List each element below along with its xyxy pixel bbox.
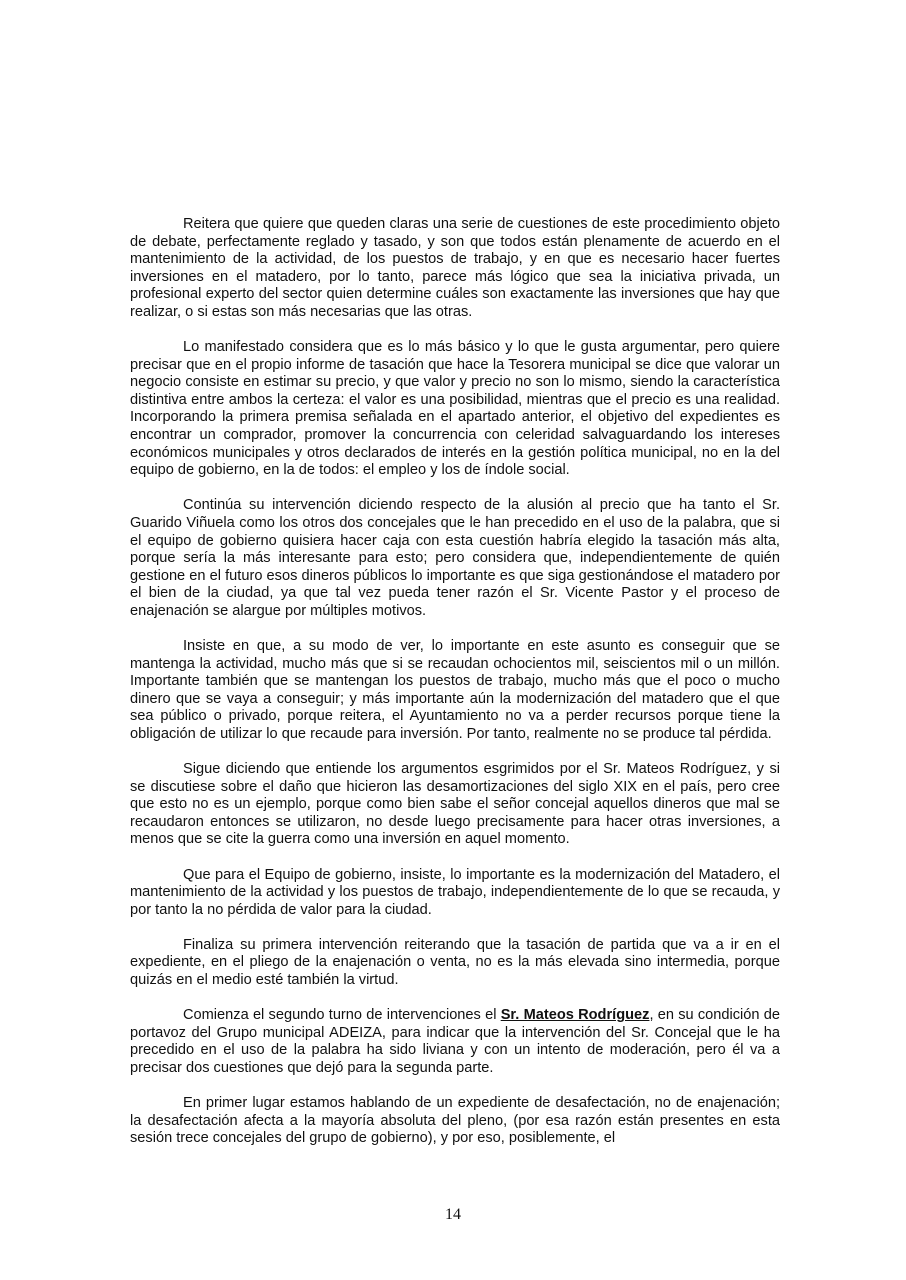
paragraph: Lo manifestado considera que es lo más básico y lo que le gusta argumentar, pero quiere precisar que en el propio informe de tasación que hace la Tesorera municipal se dice que valorar un negocio consiste en estimar su precio, y que valor y precio no son lo mismo, siendo la característica distintiva entre ambos la certeza: el valor es una posibilidad, mientras que el precio es una realidad. Incorporando la primera premisa señalada en el apartado anterior, el objetivo del expedientes es encontrar un comprador, promover la concurrencia con celeridad salvaguardando los intereses económicos municipales y otros declarados de interés en la gestión política municipal, no en la del equipo de gobierno, en la de todos: el empleo y los de índole social. [130,339,780,479]
speaker-name: Sr. Mateos Rodríguez [500,1007,650,1024]
paragraph: Sigue diciendo que entiende los argumentos esgrimidos por el Sr. Mateos Rodríguez, y si se discutiese sobre el daño que hicieron las desamortizaciones del siglo XIX en el país, pero cree que esto no es un ejemplo, porque como bien sabe el señor concejal aquellos dineros que mal se recaudaron entonces se utilizaron, no desde luego precisamente para hacer otras inversiones, a menos que se cite la guerra como una inversión en aquel momento. [130,761,780,848]
paragraph: Continúa su intervención diciendo respecto de la alusión al precio que ha tanto el Sr. Guarido Viñuela como los otros dos concejales que le han precedido en el uso de la palabra, que si el equipo de gobierno quisiera hacer caja con esta cuestión habría elegido la tasación más alta, porque sería la más interesante para esto; pero considera que, independientemente de quién gestione en el futuro esos dineros públicos lo importante es que siga gestionándose el matadero por el bien de la ciudad, ya que tal vez pueda tener razón el Sr. Vicente Pastor y el proceso de enajenación se alargue por múltiples motivos. [130,497,780,619]
paragraph: Que para el Equipo de gobierno, insiste, lo importante es la modernización del Matadero, el mantenimiento de la actividad y los puestos de trabajo, independientemente de lo que se recauda, y por tanto la no pérdida de valor para la ciudad. [130,866,780,918]
speaker-paragraph [130,1007,780,1077]
speaker-intro-text: Comienza el segundo turno de intervenciones el [183,1007,501,1024]
paragraph: En primer lugar estamos hablando de un expediente de desafectación, no de enajenación; la desafectación afecta a la mayoría absoluta del pleno, (por esa razón están presentes en esta sesión trece concejales del grupo de gobierno), y por eso, posiblemente, el [130,1094,780,1147]
paragraph: Reitera que quiere que queden claras una serie de cuestiones de este procedimiento objeto de debate, perfectamente reglado y tasado, y son que todos están plenamente de acuerdo en el mantenimiento de la actividad, de los puestos de trabajo, y en que es necesario hacer fuertes inversiones en el matadero, por lo tanto, parece más lógico que sea la iniciativa privada, un profesional experto del sector quien determine cuáles son exactamente las inversiones que hay que realizar, o si estas son más necesarias que las otras. [130,216,780,320]
speaker-continuation-text: , en su condición de portavoz del Grupo municipal ADEIZA, para indicar que la intervención del Sr. Concejal que le ha precedido en el uso de la palabra ha sido liviana y con un intento de moderación, pero él va a precisar dos cuestiones que dejó para la segunda parte. [130,1007,780,1076]
paragraph: Finaliza su primera intervención reiterando que la tasación de partida que va a ir en el expediente, en el pliego de la enajenación o venta, no es la más elevada sino intermedia, porque quizás en el medio esté también la virtud. [130,936,780,988]
page-number: 14 [445,1206,461,1223]
document-body [130,216,780,1165]
paragraph: Insiste en que, a su modo de ver, lo importante en este asunto es conseguir que se mantenga la actividad, mucho más que si se recaudan ochocientos mil, seiscientos mil o un millón. Importante también que se mantengan los puestos de trabajo, mucho más que el poco o mucho dinero que se vaya a conseguir; y más importante aún la modernización del matadero que el que sea público o privado, porque reitera, el Ayuntamiento no va a perder recursos porque tiene la obligación de utilizar lo que recaude para inversión. Por tanto, realmente no se produce tal pérdida. [130,637,780,742]
